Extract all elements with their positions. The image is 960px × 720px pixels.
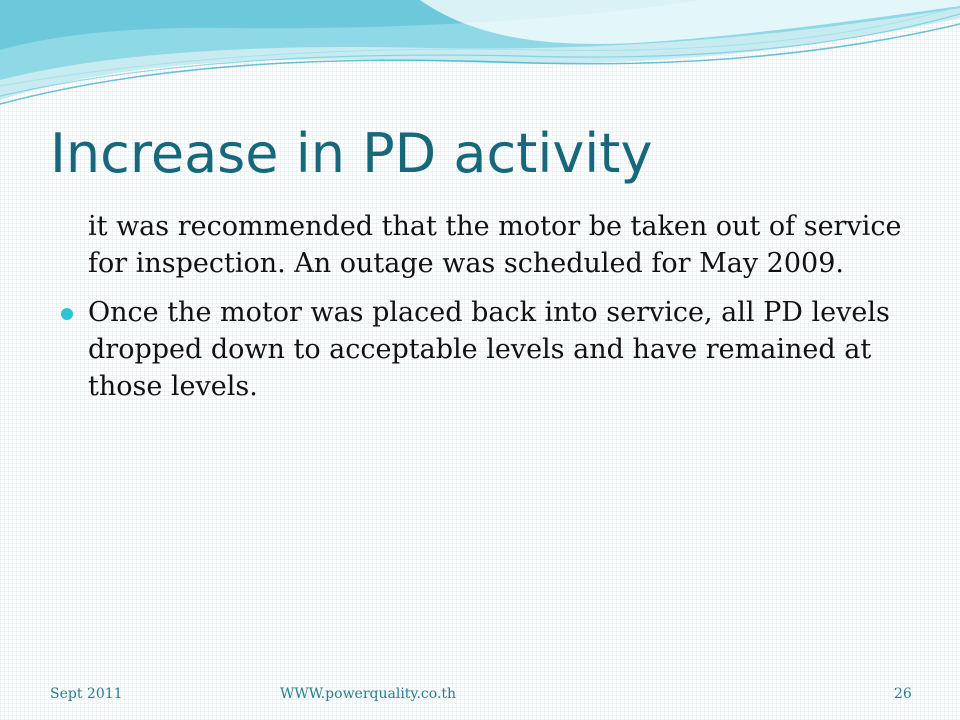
body-paragraph: it was recommended that the motor be taken out of service for inspection. An outage was scheduled for May 2009.: [88, 211, 902, 279]
slide-body: [60, 208, 910, 405]
footer-date: Sept 2011: [50, 686, 123, 702]
bullet-item: [88, 294, 910, 405]
bullet-text: Once the motor was placed back into service, all PD levels dropped down to acceptable levels and have remained at those levels.: [88, 297, 890, 402]
footer-page-number: 26: [894, 686, 912, 702]
header-wave-decoration: [0, 0, 960, 120]
slide-title: Increase in PD activity: [50, 122, 653, 185]
footer-url: WWW.powerquality.co.th: [280, 686, 457, 702]
bullet-dot-icon: [61, 308, 73, 320]
